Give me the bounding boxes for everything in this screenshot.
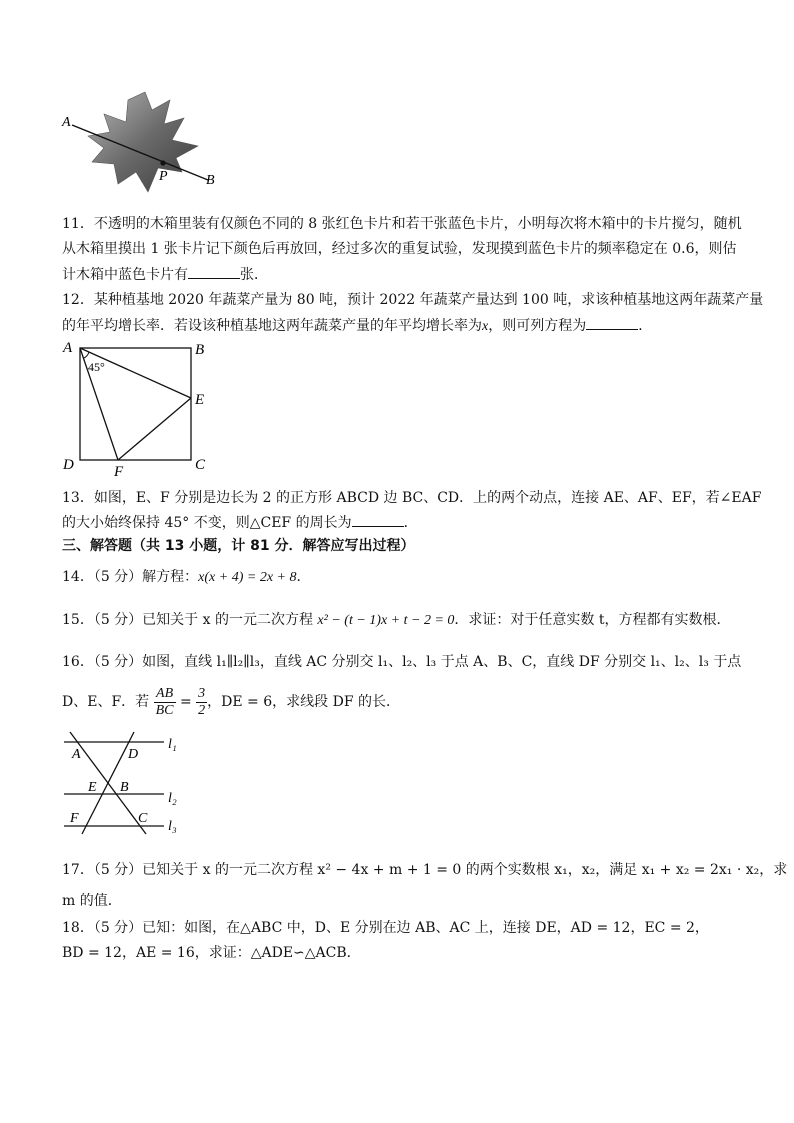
label-l1: l₁ [168,737,177,752]
q16-line1: 16．（5 分）如图，直线 l₁∥l₂∥l₃，直线 AC 分别交 l₁、l₂、l₃ 于点 A、B、C，直线 DF 分别交 l₁、l₂、l₃ 于点 [62,654,742,670]
q12-line1: 12．某种植基地 2020 年蔬菜产量为 80 吨，预计 2022 年蔬菜产量达到 100 吨，求该种植基地这两年蔬菜产量 [62,292,764,308]
q11-line3-text: 计木箱中蓝色卡片有 [62,267,188,283]
q14 [62,567,310,588]
q15-end: ．求证：对于任意实数 t，方程都有实数根． [454,612,731,628]
label-l3: l₃ [168,819,177,834]
q11-line2: 从木箱里摸出 1 张卡片记下颜色后再放回，经过多次的重复试验，发现摸到蓝色卡片的频率稳定在 0.6，则估 [62,241,737,257]
q12-var: x [482,319,489,334]
q13-line2-text: 的大小始终保持 45° 不变，则△CEF 的周长为 [62,515,352,531]
q11-line3-end: 张． [240,267,268,283]
q14-end: ． [296,569,311,585]
q13-line1: 13．如图，E、F 分别是边长为 2 的正方形 ABCD 边 BC、CD．上的两个动点，连接 AE、AF、EF，若∠EAF [62,490,762,506]
q13-answer-blank[interactable] [352,512,404,527]
angle-label: 45° [88,360,105,374]
label-c: C [138,811,148,826]
q18-line2: BD = 12，AE = 16，求证：△ADE∽△ACB． [62,945,361,961]
parallel-lines-figure [60,730,200,838]
square-figure [60,338,220,478]
q16-line2-end: ，DE = 6，求线段 DF 的长． [207,694,400,710]
label-b: B [195,342,205,358]
label-f: F [114,464,124,478]
q16-line2 [62,684,400,720]
label-b: B [206,173,215,188]
label-l2: l₂ [168,791,177,806]
label-a: A [72,747,81,762]
label-p: P [159,169,168,184]
label-e: E [88,780,97,795]
q12-line2-mid: ，则可列方程为 [488,318,587,334]
q17-line1: 17．（5 分）已知关于 x 的一元二次方程 x² − 4x + m + 1 = 0 的两个实数根 x₁，x₂，满足 x₁ + x₂ = 2x₁ · x₂，求 [62,862,788,878]
q12-answer-blank[interactable] [586,315,638,330]
q11-line3 [62,264,268,285]
label-b: B [120,780,129,795]
q13-line2 [62,512,418,533]
q16-line2-text: D、E、F．若 [62,694,150,710]
q12-line2-text: 的年平均增长率．若设该种植基地这两年蔬菜产量的年平均增长率为 [62,318,482,334]
q11-line1: 11．不透明的木箱里装有仅颜色不同的 8 张红色卡片和若干张蓝色卡片，小明每次将木箱中的卡片搅匀，随机 [62,216,742,232]
q14-equation: x(x + 4) = 2x + 8 [198,570,297,585]
q12-line2-end: ． [638,318,653,334]
q13-line2-end: ． [403,515,418,531]
fraction-3-2: $\frac{3}{2}$ [198,685,206,718]
point-p [160,160,165,165]
leaf-figure [60,88,230,206]
label-c: C [195,457,206,473]
label-d: D [63,457,74,473]
leaf-shape [88,92,198,192]
label-a: A [63,340,73,356]
q17-line2: m 的值． [62,893,122,909]
section-title: 三、解答题（共 13 小题，计 81 分．解答应写出过程） [62,538,415,554]
label-e: E [195,392,205,408]
label-f: F [70,811,79,826]
q14-text: 14．（5 分）解方程： [62,569,199,585]
segment-ef [118,398,191,460]
q15 [62,610,730,631]
q15-text: 15．（5 分）已知关于 x 的一元二次方程 [62,612,318,628]
q18-line1: 18．（5 分）已知：如图，在△ABC 中，D、E 分别在边 AB、AC 上，连接 DE，AD = 12，EC = 2， [62,920,709,936]
q16-equals: = [179,694,192,710]
q15-equation: x² − (t − 1)x + t − 2 = 0 [317,613,455,628]
fraction-ab-bc: $\frac{AB}{BC}$ [155,685,174,718]
angle-arc [84,352,89,358]
q11-answer-blank[interactable] [188,264,240,279]
label-d: D [128,747,139,762]
label-a: A [62,115,71,130]
q12-line2 [62,315,652,337]
